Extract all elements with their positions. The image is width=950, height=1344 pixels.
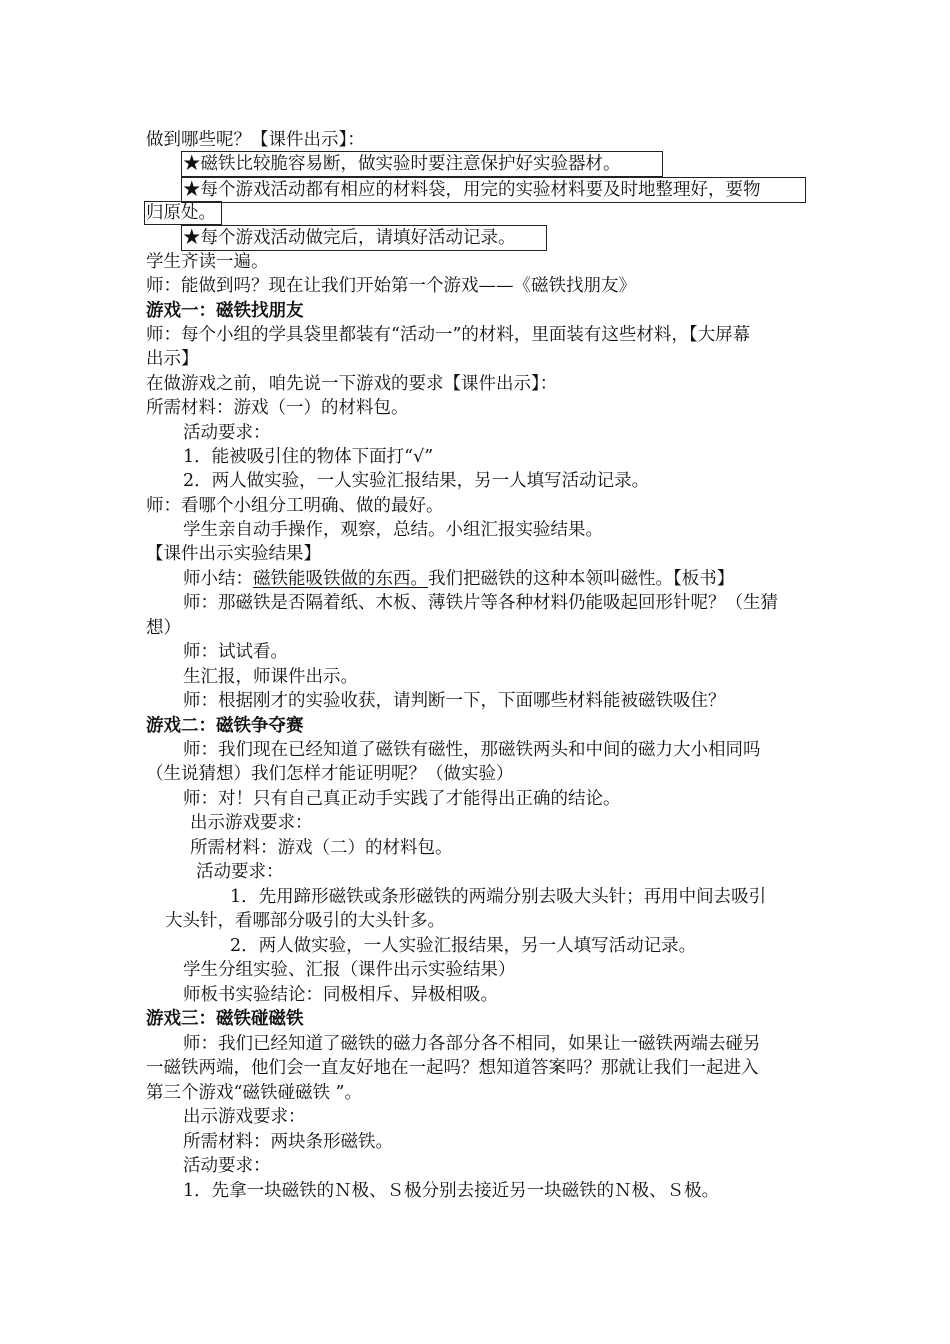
text-line: 活动要求： xyxy=(183,1156,271,1176)
text-line: 活动要求： xyxy=(196,862,284,882)
summary-label: 师小结： xyxy=(183,569,253,589)
text-line: 一磁铁两端，他们会一直友好地在一起吗？想知道答案吗？那就让我们一起进入 xyxy=(146,1058,759,1078)
text-line: 想） xyxy=(146,618,181,638)
text-line: 2．两人做实验，一人实验汇报结果，另一人填写活动记录。 xyxy=(183,471,650,491)
text-line xyxy=(183,567,734,591)
notice-line: 归原处。 xyxy=(146,203,216,223)
text-line: 在做游戏之前，咱先说一下游戏的要求【课件出示】： xyxy=(146,374,558,394)
summary-rest: 我们把磁铁的这种本领叫磁性。【板书】 xyxy=(428,569,735,589)
text-line: 第三个游戏“磁铁碰磁铁 ”。 xyxy=(146,1083,362,1103)
text-line: 师：每个小组的学具袋里都装有“活动一”的材料，里面装有这些材料，【大屏幕 xyxy=(146,325,751,345)
text-line: 所需材料：游戏（二）的材料包。 xyxy=(190,838,453,858)
text-line: 师：看哪个小组分工明确、做的最好。 xyxy=(146,496,444,516)
section-heading: 游戏二：磁铁争夺赛 xyxy=(146,716,304,736)
text-line: 所需材料：游戏（一）的材料包。 xyxy=(146,398,409,418)
text-line: 学生齐读一遍。 xyxy=(146,252,269,272)
text-line: 师：试试看。 xyxy=(183,642,288,662)
text-line: 生汇报，师课件出示。 xyxy=(183,667,358,687)
text-line: 学生亲自动手操作，观察，总结。小组汇报实验结果。 xyxy=(183,520,603,540)
text-line: 师板书实验结论：同极相斥、异极相吸。 xyxy=(183,985,498,1005)
text-line: 学生分组实验、汇报（课件出示实验结果） xyxy=(183,960,516,980)
text-line: 1．能被吸引住的物体下面打“√” xyxy=(183,447,434,467)
text-line: 1．先用蹄形磁铁或条形磁铁的两端分别去吸大头针；再用中间去吸引 xyxy=(230,887,767,907)
text-line: 2．两人做实验，一人实验汇报结果，另一人填写活动记录。 xyxy=(230,936,697,956)
text-line: 做到哪些呢？【课件出示】： xyxy=(146,130,365,150)
text-line: 师：对！只有自己真正动手实践了才能得出正确的结论。 xyxy=(183,789,621,809)
text-line: 出示游戏要求： xyxy=(190,813,313,833)
text-line: 【课件出示实验结果】 xyxy=(146,544,321,564)
notice-line: ★每个游戏活动做完后，请填好活动记录。 xyxy=(183,228,516,248)
text-line: 活动要求： xyxy=(183,423,271,443)
text-line: 师：我们现在已经知道了磁铁有磁性，那磁铁两头和中间的磁力大小相同吗 xyxy=(183,740,761,760)
text-line: 师：我们已经知道了磁铁的磁力各部分各不相同，如果让一磁铁两端去碰另 xyxy=(183,1034,761,1054)
text-line: 师：能做到吗？现在让我们开始第一个游戏——《磁铁找朋友》 xyxy=(146,276,636,296)
section-heading: 游戏一：磁铁找朋友 xyxy=(146,301,304,321)
text-line: 师：那磁铁是否隔着纸、木板、薄铁片等各种材料仍能吸起回形针呢？（生猜 xyxy=(183,593,778,613)
text-line: 师：根据刚才的实验收获，请判断一下，下面哪些材料能被磁铁吸住？ xyxy=(183,691,726,711)
summary-underlined: 磁铁能吸铁做的东西。 xyxy=(253,569,428,589)
text-line: 出示游戏要求： xyxy=(183,1107,306,1127)
text-line: 所需材料：两块条形磁铁。 xyxy=(183,1132,393,1152)
text-line: 大头针，看哪部分吸引的大头针多。 xyxy=(165,911,445,931)
section-heading: 游戏三：磁铁碰磁铁 xyxy=(146,1009,304,1029)
text-line: 1．先拿一块磁铁的Ｎ极、Ｓ极分别去接近另一块磁铁的Ｎ极、Ｓ极。 xyxy=(183,1181,720,1201)
notice-line: ★磁铁比较脆容易断，做实验时要注意保护好实验器材。 xyxy=(183,154,621,174)
text-line: 出示】 xyxy=(146,349,199,369)
text-line: （生说猜想）我们怎样才能证明呢？（做实验） xyxy=(146,764,514,784)
notice-line: ★每个游戏活动都有相应的材料袋，用完的实验材料要及时地整理好，要物 xyxy=(183,180,761,200)
